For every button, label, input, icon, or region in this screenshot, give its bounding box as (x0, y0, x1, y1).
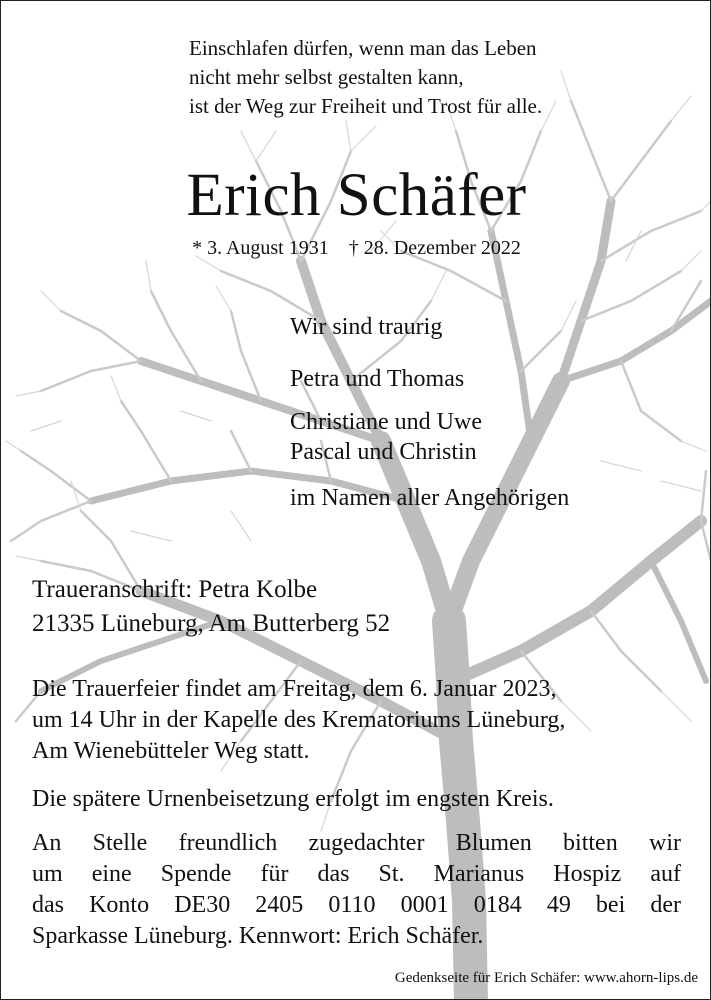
mourners-intro: Wir sind traurig (290, 314, 443, 340)
donation-info (32, 828, 681, 952)
poem-line: Einschlafen dürfen, wenn man das Leben (189, 36, 537, 60)
deceased-name: Erich Schäfer (186, 162, 527, 229)
address-line: 21335 Lüneburg, Am Butterberg 52 (32, 610, 391, 637)
address-line: Traueranschrift: Petra Kolbe (32, 576, 318, 603)
donation-line: An Stelle freundlich zugedachter Blumen bitten wir (32, 830, 681, 856)
ceremony-info (32, 674, 681, 767)
donation-line: das Konto DE30 2405 0110 0001 0184 49 bei der (32, 892, 681, 918)
poem-line: ist der Weg zur Freiheit und Trost für alle. (189, 94, 543, 118)
ceremony-line: Die Trauerfeier findet am Freitag, dem 6. Januar 2023, (32, 676, 557, 702)
poem (189, 34, 542, 121)
mourner-name: Petra und Thomas (290, 366, 465, 392)
mourners-closing: im Namen aller Angehörigen (290, 485, 570, 511)
urn-info: Die spätere Urnenbeisetzung erfolgt im engsten Kreis. (32, 786, 554, 812)
poem-line: nicht mehr selbst gestalten kann, (189, 65, 464, 89)
donation-line: um eine Spende für das St. Marianus Hospiz auf (32, 861, 681, 887)
death-date: † 28. Dezember 2022 (348, 237, 521, 259)
birth-date: * 3. August 1931 (192, 237, 329, 259)
memorial-page-link[interactable]: Gedenkseite für Erich Schäfer: www.ahorn-lips.de (394, 970, 698, 986)
ceremony-line: Am Wienebütteler Weg statt. (32, 738, 310, 764)
mourner-name: Pascal und Christin (290, 439, 477, 465)
mourner-name: Christiane und Uwe (290, 409, 482, 435)
donation-line: Sparkasse Lüneburg. Kennwort: Erich Schäfer. (32, 923, 484, 949)
ceremony-line: um 14 Uhr in der Kapelle des Krematoriums Lüneburg, (32, 707, 566, 733)
life-dates (1, 237, 711, 260)
